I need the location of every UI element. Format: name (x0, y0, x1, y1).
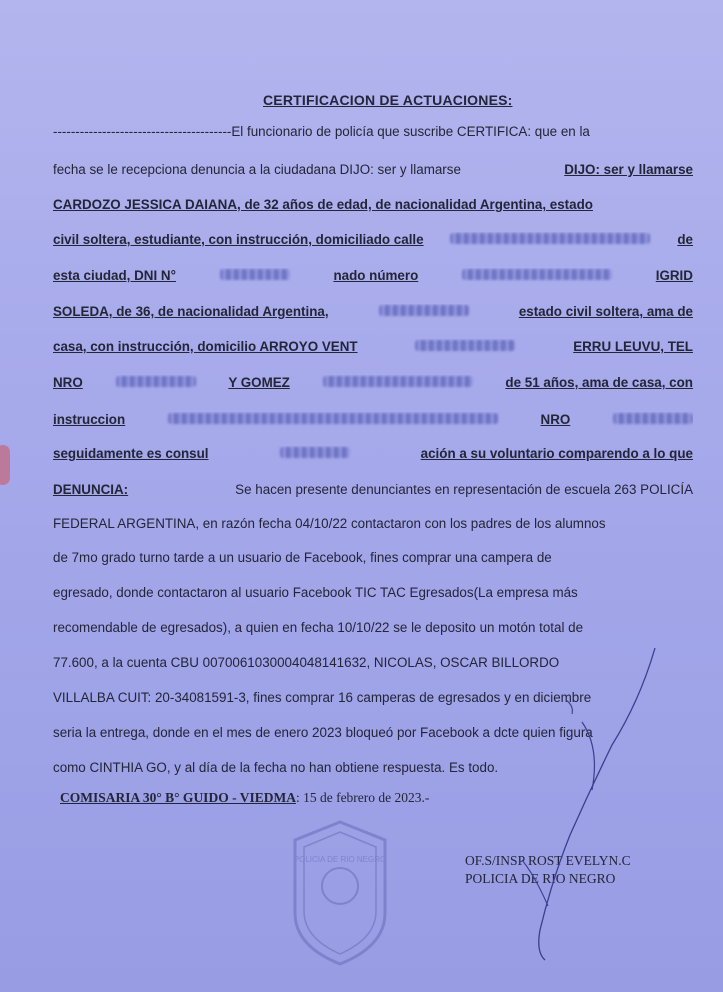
text-line-18: seria la entrega, donde en el mes de enero 2023 bloqueó por Facebook a dcte quien figura (53, 725, 593, 740)
redacted-text (323, 376, 473, 387)
redacted-text (462, 269, 612, 280)
police-station: COMISARIA 30° B° GUIDO - VIEDMA (60, 790, 296, 805)
text-line-8: NRO Y GOMEZ de 51 años, ama de casa, con (53, 375, 693, 390)
svg-text:POLICIA DE RIO NEGRO: POLICIA DE RIO NEGRO (293, 855, 387, 864)
text-line-5: esta ciudad, DNI N° nado número IGRID (53, 268, 693, 283)
text-line-19: como CINTHIA GO, y al día de la fecha no han obtiene respuesta. Es todo. (53, 760, 499, 775)
text-line-3: CARDOZO JESSICA DAIANA, de 32 años de edad, de nacionalidad Argentina, estado (53, 197, 593, 212)
text-line-17: VILLALBA CUIT: 20-34081591-3, fines comprar 16 camperas de egresados y en diciembre (53, 690, 592, 705)
redacted-text (415, 340, 515, 351)
footer-place-date (60, 790, 429, 806)
signature-block (465, 852, 631, 888)
redacted-text (220, 269, 290, 280)
signature-institution: POLICIA DE RIO NEGRO (465, 871, 616, 886)
redacted-text (280, 447, 350, 458)
document-date: : 15 de febrero de 2023.- (295, 790, 430, 805)
redacted-text (168, 413, 498, 424)
text-line-1: ----------------------------------------El funcionario de policía que suscribe CERTIFICA: que en la (53, 124, 590, 139)
text-line-13: de 7mo grado turno tarde a un usuario de Facebook, fines comprar una campera de (53, 550, 552, 565)
text-line-4: civil soltera, estudiante, con instrucción, domiciliado calle de (53, 232, 693, 247)
redacted-text (116, 376, 196, 387)
redacted-text (450, 233, 650, 244)
page-edge-mark (0, 445, 10, 485)
text-line-2: fecha se le recepciona denuncia a la ciudadana DIJO: ser y llamarse DIJO: ser y llamarse (53, 162, 693, 177)
redacted-text (379, 305, 469, 316)
text-line-15: recomendable de egresados), a quien en fecha 10/10/22 se le deposito un motón total de (53, 620, 584, 635)
signature-name: OF.S/INSP ROST EVELYN.C (465, 853, 631, 868)
text-line-12: FEDERAL ARGENTINA, en razón fecha 04/10/22 contactaron con los padres de los alumnos (53, 516, 606, 531)
document-title: CERTIFICACION DE ACTUACIONES: (263, 92, 513, 108)
police-seal (285, 818, 395, 968)
text-line-6: SOLEDA, de 36, de nacionalidad Argentina, estado civil soltera, ama de (53, 304, 693, 319)
text-line-11: DENUNCIA: Se hacen presente denunciantes en representación de escuela 263 POLICÍA (53, 482, 693, 497)
text-line-7: casa, con instrucción, domicilio ARROYO VENT ERRU LEUVU, TEL (53, 339, 693, 354)
text-line-10: seguidamente es consul ación a su voluntario comparendo a lo que (53, 446, 693, 461)
text-line-16: 77.600, a la cuenta CBU 0070061030004048141632, NICOLAS, OSCAR BILLORDO (53, 655, 560, 670)
text-line-9: instruccion NRO (53, 412, 693, 427)
text-line-14: egresado, donde contactaron al usuario Facebook TIC TAC Egresados(La empresa más (53, 585, 578, 600)
redacted-text (613, 413, 693, 424)
